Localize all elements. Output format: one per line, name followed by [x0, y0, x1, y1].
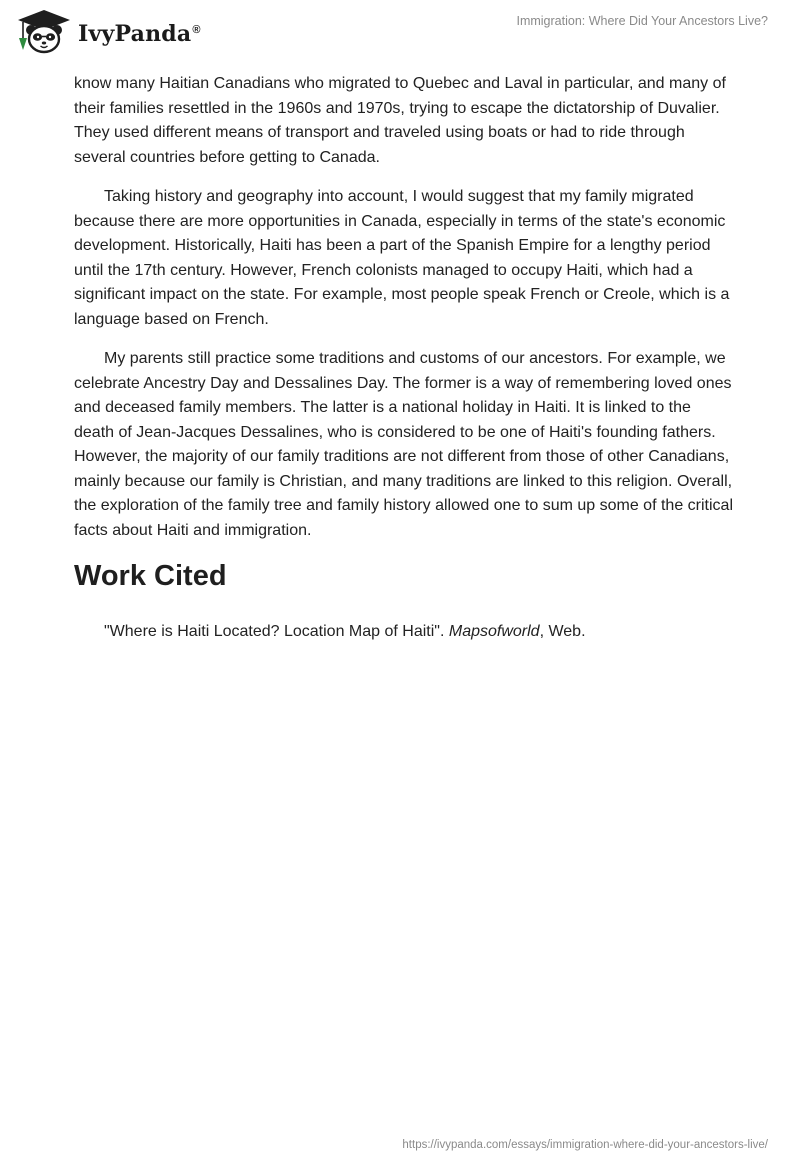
panda-graduation-cap-icon	[14, 8, 74, 58]
source-url[interactable]: https://ivypanda.com/essays/immigration-where-did-your-ancestors-live/	[402, 1139, 768, 1151]
document-title: Immigration: Where Did Your Ancestors Live?	[516, 14, 768, 28]
brand-name-text: IvyPanda	[78, 21, 192, 47]
citation-title: "Where is Haiti Located? Location Map of Haiti".	[104, 623, 449, 640]
works-cited-heading: Work Cited	[74, 560, 227, 592]
citation-entry	[74, 620, 734, 644]
body-paragraph: My parents still practice some traditions and customs of our ancestors. For example, we celebrate Ancestry Day and Dessalines Day. The former is a way of remembering loved ones and deceased family members. The latter is a national holiday in Haiti. It is linked to the death of Jean-Jacques Dessalines, who is considered to be one of Haiti's founding fathers. However, the majority of our family traditions are not different from those of other Canadians, mainly because our family is Christian, and many traditions are linked to this religion. Overall, the exploration of the family tree and family history allowed one to sum up some of the critical facts about Haiti and immigration.	[74, 350, 733, 539]
page-header	[0, 0, 800, 64]
brand-name	[78, 21, 201, 47]
registered-mark: ®	[192, 23, 201, 36]
citation-source: Mapsofworld	[448, 623, 540, 640]
citation-suffix: , Web.	[539, 623, 586, 640]
essay-content	[74, 72, 734, 644]
body-paragraph: know many Haitian Canadians who migrated to Quebec and Laval in particular, and many of their families resettled in the 1960s and 1970s, trying to escape the dictatorship of Duvalier. They used different means of transport and traveled using boats or had to ride through several countries before getting to Canada.	[74, 75, 726, 166]
body-paragraph: Taking history and geography into account, I would suggest that my family migrated because there are more opportunities in Canada, especially in terms of the state's economic development. Historically, Haiti has been a part of the Spanish Empire for a lengthy period until the 17th century. However, French colonists managed to occupy Haiti, which had a significant impact on the state. For example, most people speak French or Creole, which is a language based on French.	[74, 188, 730, 328]
ivypanda-logo[interactable]	[14, 8, 201, 58]
